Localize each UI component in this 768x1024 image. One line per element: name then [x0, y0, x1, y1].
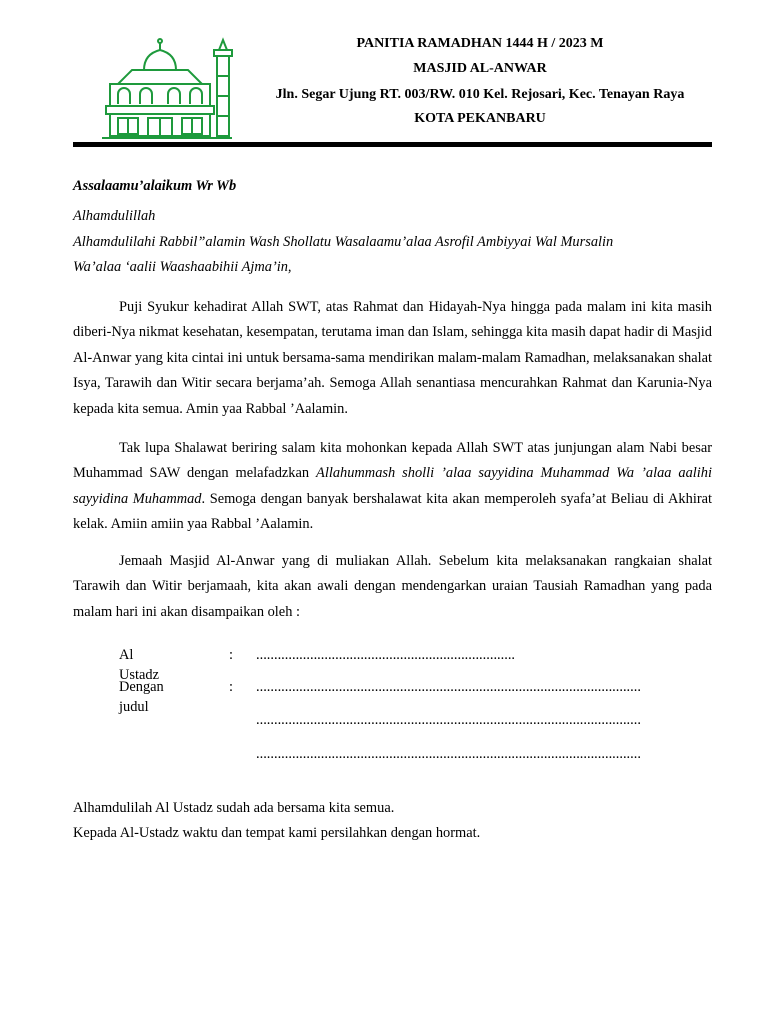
ustadz-label: Al Ustadz: [119, 647, 159, 683]
judul-blank-3: ...........................................................................................................: [256, 746, 641, 762]
opening-line-1: Alhamdulilahi Rabbil”alamin Wash Shollatu Wasalaamu’alaa Asrofil Ambiyyai Wal Mursalin: [73, 234, 614, 250]
header-address: Jln. Segar Ujung RT. 003/RW. 010 Kel. Rejosari, Kec. Tenayan Raya: [275, 87, 685, 102]
paragraph-1-text: Puji Syukur kehadirat Allah SWT, atas Rahmat dan Hidayah-Nya hingga pada malam ini kita masih diberi-Nya nikmat kesehatan, kesempatan, terutama iman dan Islam, sehingga kita masih dapat hadir di Masjid Al-Anwar yang kita cintai ini untuk bersama-sama mendirikan malam-malam Ramadhan, melaksanakan shalat Isya, Tarawih dan Witir secara berjama’ah. Semoga Allah senantiasa mencurahkan Rahmat dan Karunia-Nya kepada kita semua. Amin yaa Rabbal ’Aalamin.: [73, 299, 712, 417]
header-city: KOTA PEKANBARU: [414, 111, 546, 126]
paragraph-3-text: Jemaah Masjid Al-Anwar yang di muliakan Allah. Sebelum kita melaksanakan rangkaian shalat Tarawih dan Witir berjamaah, kita akan awali dengan mendengarkan uraian Tausiah Ramadhan yang pada malam hari ini akan disampaikan oleh :: [73, 553, 712, 620]
ustadz-colon: :: [229, 647, 233, 663]
judul-blank-1: ...........................................................................................................: [256, 679, 641, 695]
header-mosque-name: MASJID AL-ANWAR: [413, 61, 547, 76]
opening-line-2: Wa’alaa ‘aalii Waashaabihii Ajma’in,: [73, 259, 292, 275]
paragraph-3: [73, 549, 712, 625]
greeting: Assalaamu’alaikum Wr Wb: [73, 178, 237, 194]
closing-line-1: Alhamdulilah Al Ustadz sudah ada bersama kita semua.: [73, 800, 395, 816]
judul-blank-2: ...........................................................................................................: [256, 712, 641, 728]
shalawat-text: Allahummash sholli ’alaa sayyidina Muhammad Wa ’alaa aalihi sayyidina Muhammad: [73, 465, 712, 507]
paragraph-2-after: . Semoga dengan banyak bershalawat kita akan memperoleh syafa’at Beliau di Akhirat kelak. Amiin amiin yaa Rabbal ’Aalamin.: [73, 490, 712, 533]
paragraph-1: [73, 295, 712, 422]
paragraph-2: [73, 436, 712, 538]
closing-line-2: Kepada Al-Ustadz waktu dan tempat kami persilahkan dengan hormat.: [73, 825, 481, 841]
ustadz-blank: ........................................................................: [256, 647, 516, 663]
opening-alhamdulillah: Alhamdulillah: [73, 208, 156, 224]
header-divider: [73, 142, 712, 147]
header-title: PANITIA RAMADHAN 1444 H / 2023 M: [356, 36, 604, 51]
judul-colon: :: [229, 679, 233, 695]
paragraph-2-before: Tak lupa Shalawat beriring salam kita mohonkan kepada Allah SWT atas junjungan alam Nabi besar Muhammad SAW dengan melafadzkan: [73, 440, 712, 482]
judul-label: Dengan judul: [119, 679, 164, 715]
